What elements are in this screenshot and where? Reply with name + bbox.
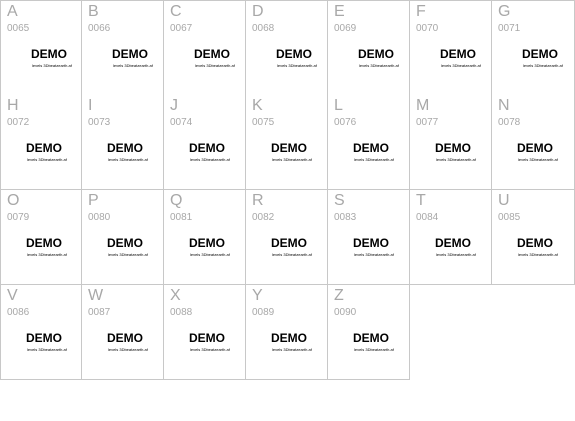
- glyph-character: M: [416, 97, 430, 114]
- glyph-preview-subtext: levels 3Dbeatzearth.af: [108, 157, 148, 162]
- glyph-preview-subtext: levels 3Dbeatzearth.af: [272, 252, 312, 257]
- glyph-preview-demo: DEMO: [26, 331, 62, 345]
- glyph-preview-demo: DEMO: [517, 141, 553, 155]
- glyph-code: 0069: [334, 23, 357, 34]
- glyph-character: X: [170, 287, 181, 304]
- glyph-character: F: [416, 3, 426, 20]
- glyph-preview-subtext: levels 3Dbeatzearth.af: [190, 252, 230, 257]
- glyph-character: Q: [170, 192, 183, 209]
- glyph-preview-demo: DEMO: [271, 331, 307, 345]
- glyph-cell[interactable]: [82, 190, 164, 285]
- glyph-code: 0075: [252, 117, 275, 128]
- glyph-character: N: [498, 97, 510, 114]
- glyph-code: 0083: [334, 212, 357, 223]
- glyph-preview-demo: DEMO: [517, 236, 553, 250]
- glyph-character: G: [498, 3, 511, 20]
- glyph-preview-demo: DEMO: [26, 236, 62, 250]
- glyph-code: 0070: [416, 23, 439, 34]
- glyph-preview-subtext: levels 3Dbeatzearth.af: [272, 157, 312, 162]
- glyph-preview-demo: DEMO: [435, 236, 471, 250]
- glyph-cell[interactable]: [82, 95, 164, 190]
- glyph-code: 0080: [88, 212, 111, 223]
- glyph-cell[interactable]: [82, 285, 164, 380]
- glyph-code: 0066: [88, 23, 111, 34]
- glyph-code: 0071: [498, 23, 521, 34]
- glyph-preview-subtext: levels 3Dbeatzearth.af: [354, 347, 394, 352]
- glyph-cell[interactable]: [164, 0, 246, 96]
- glyph-cell[interactable]: [246, 190, 328, 285]
- glyph-character: W: [88, 287, 104, 304]
- glyph-code: 0073: [88, 117, 111, 128]
- glyph-preview-subtext: levels 3Dbeatzearth.af: [195, 63, 235, 68]
- glyph-cell[interactable]: [0, 0, 82, 96]
- glyph-preview-demo: DEMO: [189, 141, 225, 155]
- glyph-preview-subtext: levels 3Dbeatzearth.af: [436, 157, 476, 162]
- glyph-character: C: [170, 3, 182, 20]
- glyph-preview-demo: DEMO: [26, 141, 62, 155]
- glyph-character: Z: [334, 287, 344, 304]
- glyph-preview-demo: DEMO: [271, 141, 307, 155]
- glyph-preview-demo: DEMO: [358, 47, 394, 61]
- glyph-character: H: [7, 97, 19, 114]
- glyph-cell[interactable]: [82, 0, 164, 96]
- glyph-character: P: [88, 192, 99, 209]
- glyph-character: U: [498, 192, 510, 209]
- glyph-cell[interactable]: [328, 190, 410, 285]
- glyph-character: L: [334, 97, 343, 114]
- glyph-cell[interactable]: [328, 95, 410, 190]
- glyph-character: V: [7, 287, 18, 304]
- glyph-preview-subtext: levels 3Dbeatzearth.af: [27, 157, 67, 162]
- glyph-preview-subtext: levels 3Dbeatzearth.af: [441, 63, 481, 68]
- glyph-code: 0078: [498, 117, 521, 128]
- glyph-preview-subtext: levels 3Dbeatzearth.af: [32, 63, 72, 68]
- glyph-preview-subtext: levels 3Dbeatzearth.af: [359, 63, 399, 68]
- glyph-cell[interactable]: [0, 95, 82, 190]
- glyph-character: D: [252, 3, 264, 20]
- glyph-character: O: [7, 192, 20, 209]
- glyph-preview-subtext: levels 3Dbeatzearth.af: [27, 252, 67, 257]
- glyph-preview-demo: DEMO: [31, 47, 67, 61]
- glyph-code: 0089: [252, 307, 275, 318]
- glyph-code: 0076: [334, 117, 357, 128]
- glyph-preview-subtext: levels 3Dbeatzearth.af: [518, 252, 558, 257]
- glyph-preview-subtext: levels 3Dbeatzearth.af: [108, 347, 148, 352]
- glyph-code: 0085: [498, 212, 521, 223]
- glyph-cell[interactable]: [246, 0, 328, 96]
- glyph-preview-subtext: levels 3Dbeatzearth.af: [277, 63, 317, 68]
- glyph-preview-subtext: levels 3Dbeatzearth.af: [354, 157, 394, 162]
- glyph-character: T: [416, 192, 426, 209]
- glyph-code: 0068: [252, 23, 275, 34]
- glyph-cell[interactable]: [246, 285, 328, 380]
- glyph-character: S: [334, 192, 345, 209]
- glyph-code: 0079: [7, 212, 30, 223]
- glyph-character: B: [88, 3, 99, 20]
- glyph-cell[interactable]: [164, 285, 246, 380]
- glyph-character: J: [170, 97, 178, 114]
- glyph-preview-demo: DEMO: [107, 141, 143, 155]
- glyph-preview-demo: DEMO: [271, 236, 307, 250]
- glyph-preview-subtext: levels 3Dbeatzearth.af: [436, 252, 476, 257]
- glyph-preview-demo: DEMO: [189, 331, 225, 345]
- glyph-preview-demo: DEMO: [112, 47, 148, 61]
- glyph-cell[interactable]: [410, 0, 492, 96]
- glyph-preview-subtext: levels 3Dbeatzearth.af: [272, 347, 312, 352]
- glyph-preview-subtext: levels 3Dbeatzearth.af: [190, 347, 230, 352]
- glyph-cell[interactable]: [328, 0, 410, 96]
- glyph-cell[interactable]: [410, 95, 492, 190]
- glyph-cell[interactable]: [246, 95, 328, 190]
- glyph-preview-demo: DEMO: [194, 47, 230, 61]
- glyph-preview-demo: DEMO: [440, 47, 476, 61]
- glyph-code: 0081: [170, 212, 193, 223]
- glyph-code: 0087: [88, 307, 111, 318]
- glyph-code: 0077: [416, 117, 439, 128]
- glyph-cell[interactable]: [492, 95, 575, 190]
- glyph-code: 0084: [416, 212, 439, 223]
- glyph-code: 0067: [170, 23, 193, 34]
- glyph-preview-demo: DEMO: [107, 331, 143, 345]
- glyph-character: Y: [252, 287, 263, 304]
- glyph-cell[interactable]: [0, 190, 82, 285]
- glyph-cell[interactable]: [164, 95, 246, 190]
- glyph-character: R: [252, 192, 264, 209]
- glyph-cell[interactable]: [492, 190, 575, 285]
- glyph-preview-demo: DEMO: [353, 331, 389, 345]
- glyph-cell[interactable]: [0, 285, 82, 380]
- glyph-cell[interactable]: [328, 285, 410, 380]
- glyph-code: 0082: [252, 212, 275, 223]
- glyph-preview-demo: DEMO: [276, 47, 312, 61]
- glyph-code: 0090: [334, 307, 357, 318]
- glyph-preview-demo: DEMO: [107, 236, 143, 250]
- glyph-code: 0086: [7, 307, 30, 318]
- glyph-character: A: [7, 3, 18, 20]
- glyph-character: E: [334, 3, 345, 20]
- glyph-cell[interactable]: [492, 0, 575, 96]
- glyph-preview-demo: DEMO: [189, 236, 225, 250]
- glyph-code: 0072: [7, 117, 30, 128]
- glyph-preview-subtext: levels 3Dbeatzearth.af: [190, 157, 230, 162]
- glyph-preview-demo: DEMO: [435, 141, 471, 155]
- glyph-preview-demo: DEMO: [353, 141, 389, 155]
- glyph-character: K: [252, 97, 263, 114]
- glyph-preview-subtext: levels 3Dbeatzearth.af: [518, 157, 558, 162]
- glyph-preview-subtext: levels 3Dbeatzearth.af: [113, 63, 153, 68]
- glyph-preview-subtext: levels 3Dbeatzearth.af: [354, 252, 394, 257]
- glyph-cell[interactable]: [410, 190, 492, 285]
- glyph-preview-subtext: levels 3Dbeatzearth.af: [108, 252, 148, 257]
- glyph-code: 0065: [7, 23, 30, 34]
- glyph-preview-subtext: levels 3Dbeatzearth.af: [27, 347, 67, 352]
- glyph-preview-demo: DEMO: [353, 236, 389, 250]
- glyph-cell[interactable]: [164, 190, 246, 285]
- glyph-preview-subtext: levels 3Dbeatzearth.af: [523, 63, 563, 68]
- glyph-character: I: [88, 97, 93, 114]
- glyph-preview-demo: DEMO: [522, 47, 558, 61]
- glyph-code: 0088: [170, 307, 193, 318]
- glyph-code: 0074: [170, 117, 193, 128]
